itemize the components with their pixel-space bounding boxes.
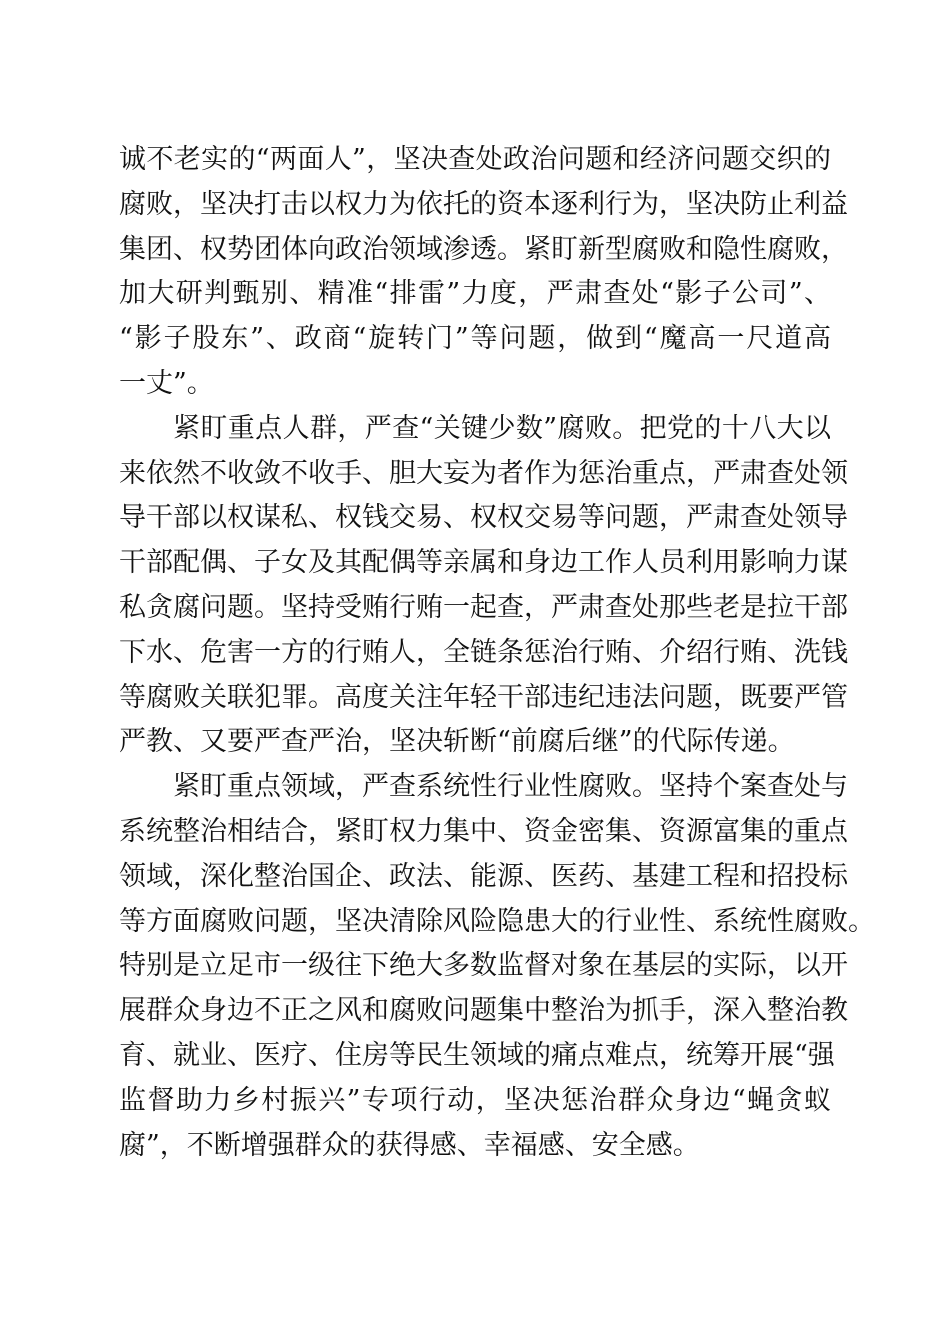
text-line: 育、就业、医疗、住房等民生领域的痛点难点，统筹开展“强 xyxy=(119,1039,835,1071)
text-line: 特别是立足市一级往下绝大多数监督对象在基层的实际，以开 xyxy=(119,950,848,982)
text-line: 腐败，坚决打击以权力为依托的资本逐利行为，坚决防止利益 xyxy=(119,188,848,220)
text-line: 等方面腐败问题，坚决清除风险隐患大的行业性、系统性腐败。 xyxy=(119,905,875,937)
text-line: 下水、危害一方的行贿人，全链条惩治行贿、介绍行贿、洗钱 xyxy=(119,636,848,668)
text-line: 加大研判甄别、精准“排雷”力度，严肃查处“影子公司”、 xyxy=(119,278,831,310)
text-line: 监督助力乡村振兴”专项行动，坚决惩治群众身边“蝇贪蚁 xyxy=(119,1084,831,1116)
text-line: 系统整治相结合，紧盯权力集中、资金密集、资源富集的重点 xyxy=(119,815,848,847)
text-line: 集团、权势团体向政治领域渗透。紧盯新型腐败和隐性腐败， xyxy=(119,233,848,265)
text-line: “影子股东”、政商“旋转门”等问题，做到“魔高一尺道高 xyxy=(119,323,831,355)
text-line: 诚不老实的“两面人”，坚决查处政治问题和经济问题交织的 xyxy=(119,144,831,175)
text-line: 导干部以权谋私、权钱交易、权权交易等问题，严肃查处领导 xyxy=(119,502,848,534)
text-line: 一丈”。 xyxy=(119,367,214,399)
text-line: 腐”，不断增强群众的获得感、幸福感、安全感。 xyxy=(119,1129,700,1161)
text-line: 来依然不收敛不收手、胆大妄为者作为惩治重点，严肃查处领 xyxy=(119,457,848,489)
text-line: 严教、又要严查严治，坚决斩断“前腐后继”的代际传递。 xyxy=(119,726,795,758)
paragraph-first-line: 紧盯重点领域，严查系统性行业性腐败。坚持个案查处与 xyxy=(173,771,848,803)
paragraph-first-line: 紧盯重点人群，严查“关键少数”腐败。把党的十八大以 xyxy=(173,412,831,444)
body-text xyxy=(119,138,875,1168)
text-line: 私贪腐问题。坚持受贿行贿一起查，严肃查处那些老是拉干部 xyxy=(119,591,848,623)
text-line: 等腐败关联犯罪。高度关注年轻干部违纪违法问题，既要严管 xyxy=(119,681,848,713)
text-line: 干部配偶、子女及其配偶等亲属和身边工作人员利用影响力谋 xyxy=(119,547,848,579)
text-line: 领域，深化整治国企、政法、能源、医药、基建工程和招投标 xyxy=(119,860,848,892)
text-line: 展群众身边不正之风和腐败问题集中整治为抓手，深入整治教 xyxy=(119,995,848,1027)
